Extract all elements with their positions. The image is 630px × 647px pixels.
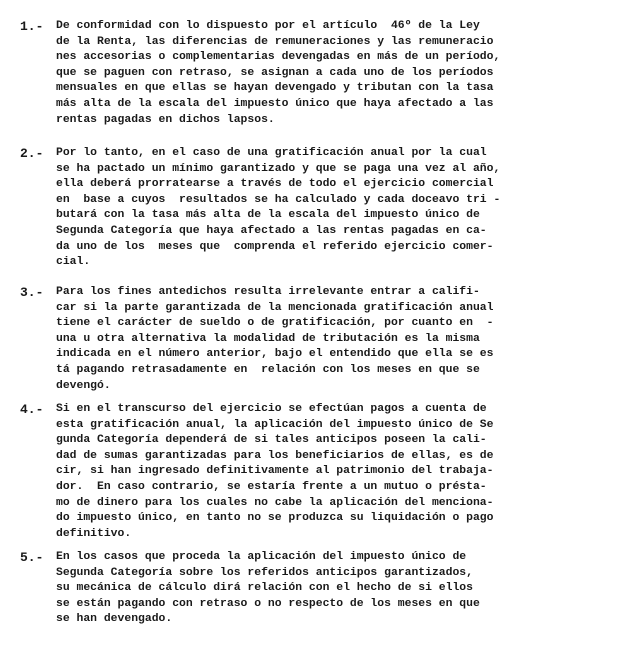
text-line: dad de sumas garantizadas para los beneficiarios de ellas, es de xyxy=(56,449,494,462)
text-line: Segunda Categoría que haya afectado a las rentas pagadas en ca- xyxy=(56,224,487,237)
text-line: se están pagando con retraso o no respecto de los meses en que xyxy=(56,597,480,610)
text-line: gunda Categoría dependerá de si tales anticipos poseen la cali- xyxy=(56,434,487,447)
text-line: más alta de la escala del impuesto único que haya afectado a las xyxy=(56,97,494,110)
text-line: tiene el carácter de sueldo o de gratificación, por cuanto en - xyxy=(56,317,494,330)
text-line: en base a cuyos resultados se ha calculado y cada doceavo tri - xyxy=(56,193,501,206)
paragraph-text xyxy=(56,550,628,628)
paragraph-number: 5.- xyxy=(20,550,44,565)
text-line: da uno de los meses que comprenda el referido ejercicio comer- xyxy=(56,240,494,253)
text-line: Segunda Categoría sobre los referidos anticipos garantizados, xyxy=(56,566,473,579)
paragraph-text xyxy=(56,402,628,542)
text-line: Por lo tanto, en el caso de una gratificación anual por la cual xyxy=(56,147,487,159)
text-line: nes accesorias o complementarias devengadas en más de un período, xyxy=(56,51,501,64)
text-line: Para los fines antedichos resulta irrelevante entrar a califi- xyxy=(56,286,480,298)
text-line: una u otra alternativa la modalidad de tributación es la misma xyxy=(56,332,480,345)
text-line: se ha pactado un mínimo garantizado y que se paga una vez al año, xyxy=(56,162,501,175)
paragraph-text xyxy=(56,146,628,271)
text-line: tá pagando retrasadamente en relación con los meses en que se xyxy=(56,363,480,376)
text-line: devengó. xyxy=(56,379,111,392)
text-line: esta gratificación anual, la aplicación del impuesto único de Se xyxy=(56,418,494,431)
text-line: que se paguen con retraso, se asignan a cada uno de los períodos xyxy=(56,66,494,79)
text-line: se han devengado. xyxy=(56,613,173,626)
text-line: Si en el transcurso del ejercicio se efectúan pagos a cuenta de xyxy=(56,403,487,415)
text-line: butará con la tasa más alta de la escala del impuesto único de xyxy=(56,209,480,222)
paragraph-text xyxy=(56,19,628,128)
text-line: De conformidad con lo dispuesto por el artículo 46º de la Ley xyxy=(56,20,480,32)
text-line: rentas pagadas en dichos lapsos. xyxy=(56,113,275,126)
text-line: ella deberá prorratearse a través de todo el ejercicio comercial xyxy=(56,178,494,191)
text-line: indicada en el número anterior, bajo el entendido que ella se es xyxy=(56,348,494,361)
text-line: de la Renta, las diferencias de remuneraciones y las remuneracio xyxy=(56,35,494,48)
text-line: cial. xyxy=(56,256,91,269)
paragraph-text xyxy=(56,285,628,394)
paragraph-number: 4.- xyxy=(20,402,44,417)
text-line: su mecánica de cálculo dirá relación con el hecho de si ellos xyxy=(56,582,473,595)
text-line: mensuales en que ellas se hayan devengado y tributan con la tasa xyxy=(56,82,494,95)
paragraph-number: 2.- xyxy=(20,146,44,161)
text-line: car si la parte garantizada de la mencionada gratificación anual xyxy=(56,301,494,314)
text-line: cir, si han ingresado definitivamente al patrimonio del trabaja- xyxy=(56,465,494,478)
paragraph-number: 3.- xyxy=(20,285,44,300)
text-line: do impuesto único, en tanto no se produzca su liquidación o pago xyxy=(56,512,494,525)
text-line: En los casos que proceda la aplicación del impuesto único de xyxy=(56,551,467,563)
paragraph-number: 1.- xyxy=(20,19,44,34)
text-line: mo de dinero para los cuales no cabe la aplicación del menciona- xyxy=(56,496,494,509)
text-line: definitivo. xyxy=(56,527,132,540)
text-line: dor. En caso contrario, se estaría frente a un mutuo o présta- xyxy=(56,480,487,493)
